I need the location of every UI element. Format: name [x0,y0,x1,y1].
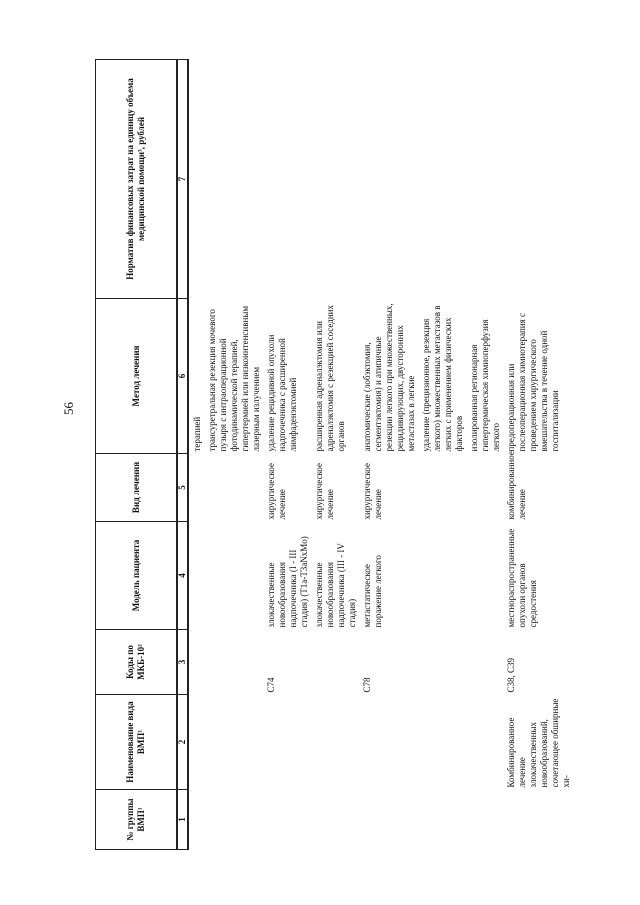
treatment-type [418,454,466,522]
group-number [311,790,359,850]
vmp-name [188,695,204,790]
header-row [96,60,178,850]
patient-model: метастатическое поражение легкого [362,555,383,628]
column-number: 4 [177,522,188,630]
vmp-table [95,59,573,850]
table-frame [95,60,580,850]
patient-model [418,522,466,630]
vmp-name [418,695,466,790]
table-row [418,60,466,850]
treatment-method: трансуретральная резекция мочевого пузыря с интраоперационной фотодинамической терапией, гипертермией или низкоинтенсивным лазерным излучением [207,305,261,452]
group-number [263,790,311,850]
patient-model: местнораспространенные опухоли органов средостения [506,528,538,628]
column-number: 3 [177,630,188,695]
cost-norm [204,60,263,299]
header-cell: Норматив финансовых затрат на единицу объема медицинской помощи³, рублей [96,60,178,299]
treatment-method: предоперационная или послеоперационная химиотерапия с проведением хирургического вмешательства в течение одной госпитализации [506,312,560,452]
table-row [188,60,204,850]
treatment-method: расширенная адреналэктомия или адреналэктомия с резекцией соседних органов [314,305,346,452]
table-row [311,60,359,850]
patient-model: злокачественные новообразования надпочечника (III - IV стадия) [314,543,357,628]
patient-model [188,522,204,630]
cost-norm [503,60,573,299]
header-cell: № группы ВМП¹ [96,790,178,850]
treatment-method: анатомические (лобэктомия, сегментэктомия) и атипичные резекции легкого при множественных, рецидивирующих, двусторонних метастазах в легкие [362,303,416,452]
treatment-method: удаление рецидивной опухоли надпочечника с расширенной лимфаденэктомией [266,334,298,452]
page-number: 56 [61,402,76,415]
column-number: 5 [177,454,188,522]
column-number: 1 [177,790,188,850]
icd-codes: C38, C39 [506,657,516,693]
treatment-type [188,454,204,522]
group-number [466,790,503,850]
group-number [418,790,466,850]
cost-norm [359,60,418,299]
icd-codes [311,630,359,695]
icd-codes: C74 [266,677,276,693]
icd-codes [466,630,503,695]
header-cell: Модель пациента [96,522,178,630]
icd-codes [418,630,466,695]
table-row [263,60,311,850]
patient-model: злокачественные новообразования надпочечника (I - III стадия) (T1a-T3aNxMo) [266,536,309,628]
group-number [359,790,418,850]
icd-codes [204,630,263,695]
table-body [188,60,573,850]
vmp-name [263,695,311,790]
column-number-row [177,60,188,850]
header-cell: Коды по МКБ-10² [96,630,178,695]
header-cell: Вид лечения [96,454,178,522]
treatment-method: удаление (прецизионное, резекция легкого) множественных метастазов в легких с применением физических факторов [421,305,464,452]
column-number: 7 [177,60,188,299]
treatment-type: комбинированное лечение [506,451,527,520]
cost-norm [263,60,311,299]
table-row [359,60,418,850]
vmp-name [466,695,503,790]
patient-model [204,522,263,630]
treatment-type: хирургическое лечение [362,463,383,520]
cost-norm [418,60,466,299]
patient-model [466,522,503,630]
treatment-type [466,454,503,522]
header-cell: Наименование вида ВМП¹ [96,695,178,790]
treatment-method: терапией [192,416,202,452]
vmp-name [359,695,418,790]
treatment-type: хирургическое лечение [266,463,287,520]
header-cell: Метод лечения [96,299,178,454]
column-number: 2 [177,695,188,790]
column-number: 6 [177,299,188,454]
vmp-name: Комбинированное лечение злокачественных новообразований, сочетающее обширные хи- [506,698,571,788]
treatment-type [204,454,263,522]
cost-norm [466,60,503,299]
group-number [204,790,263,850]
icd-codes [188,630,204,695]
group-number [188,790,204,850]
table-row [466,60,503,850]
vmp-name [311,695,359,790]
table-row [503,60,573,850]
cost-norm [188,60,204,299]
cost-norm [311,60,359,299]
treatment-type: хирургическое лечение [314,463,335,520]
table-row [204,60,263,850]
icd-codes: C78 [362,677,372,693]
vmp-name [204,695,263,790]
treatment-method: изолированная регионарная гипертермическая химиоперфузия легкого [469,319,501,452]
group-number [503,790,573,850]
